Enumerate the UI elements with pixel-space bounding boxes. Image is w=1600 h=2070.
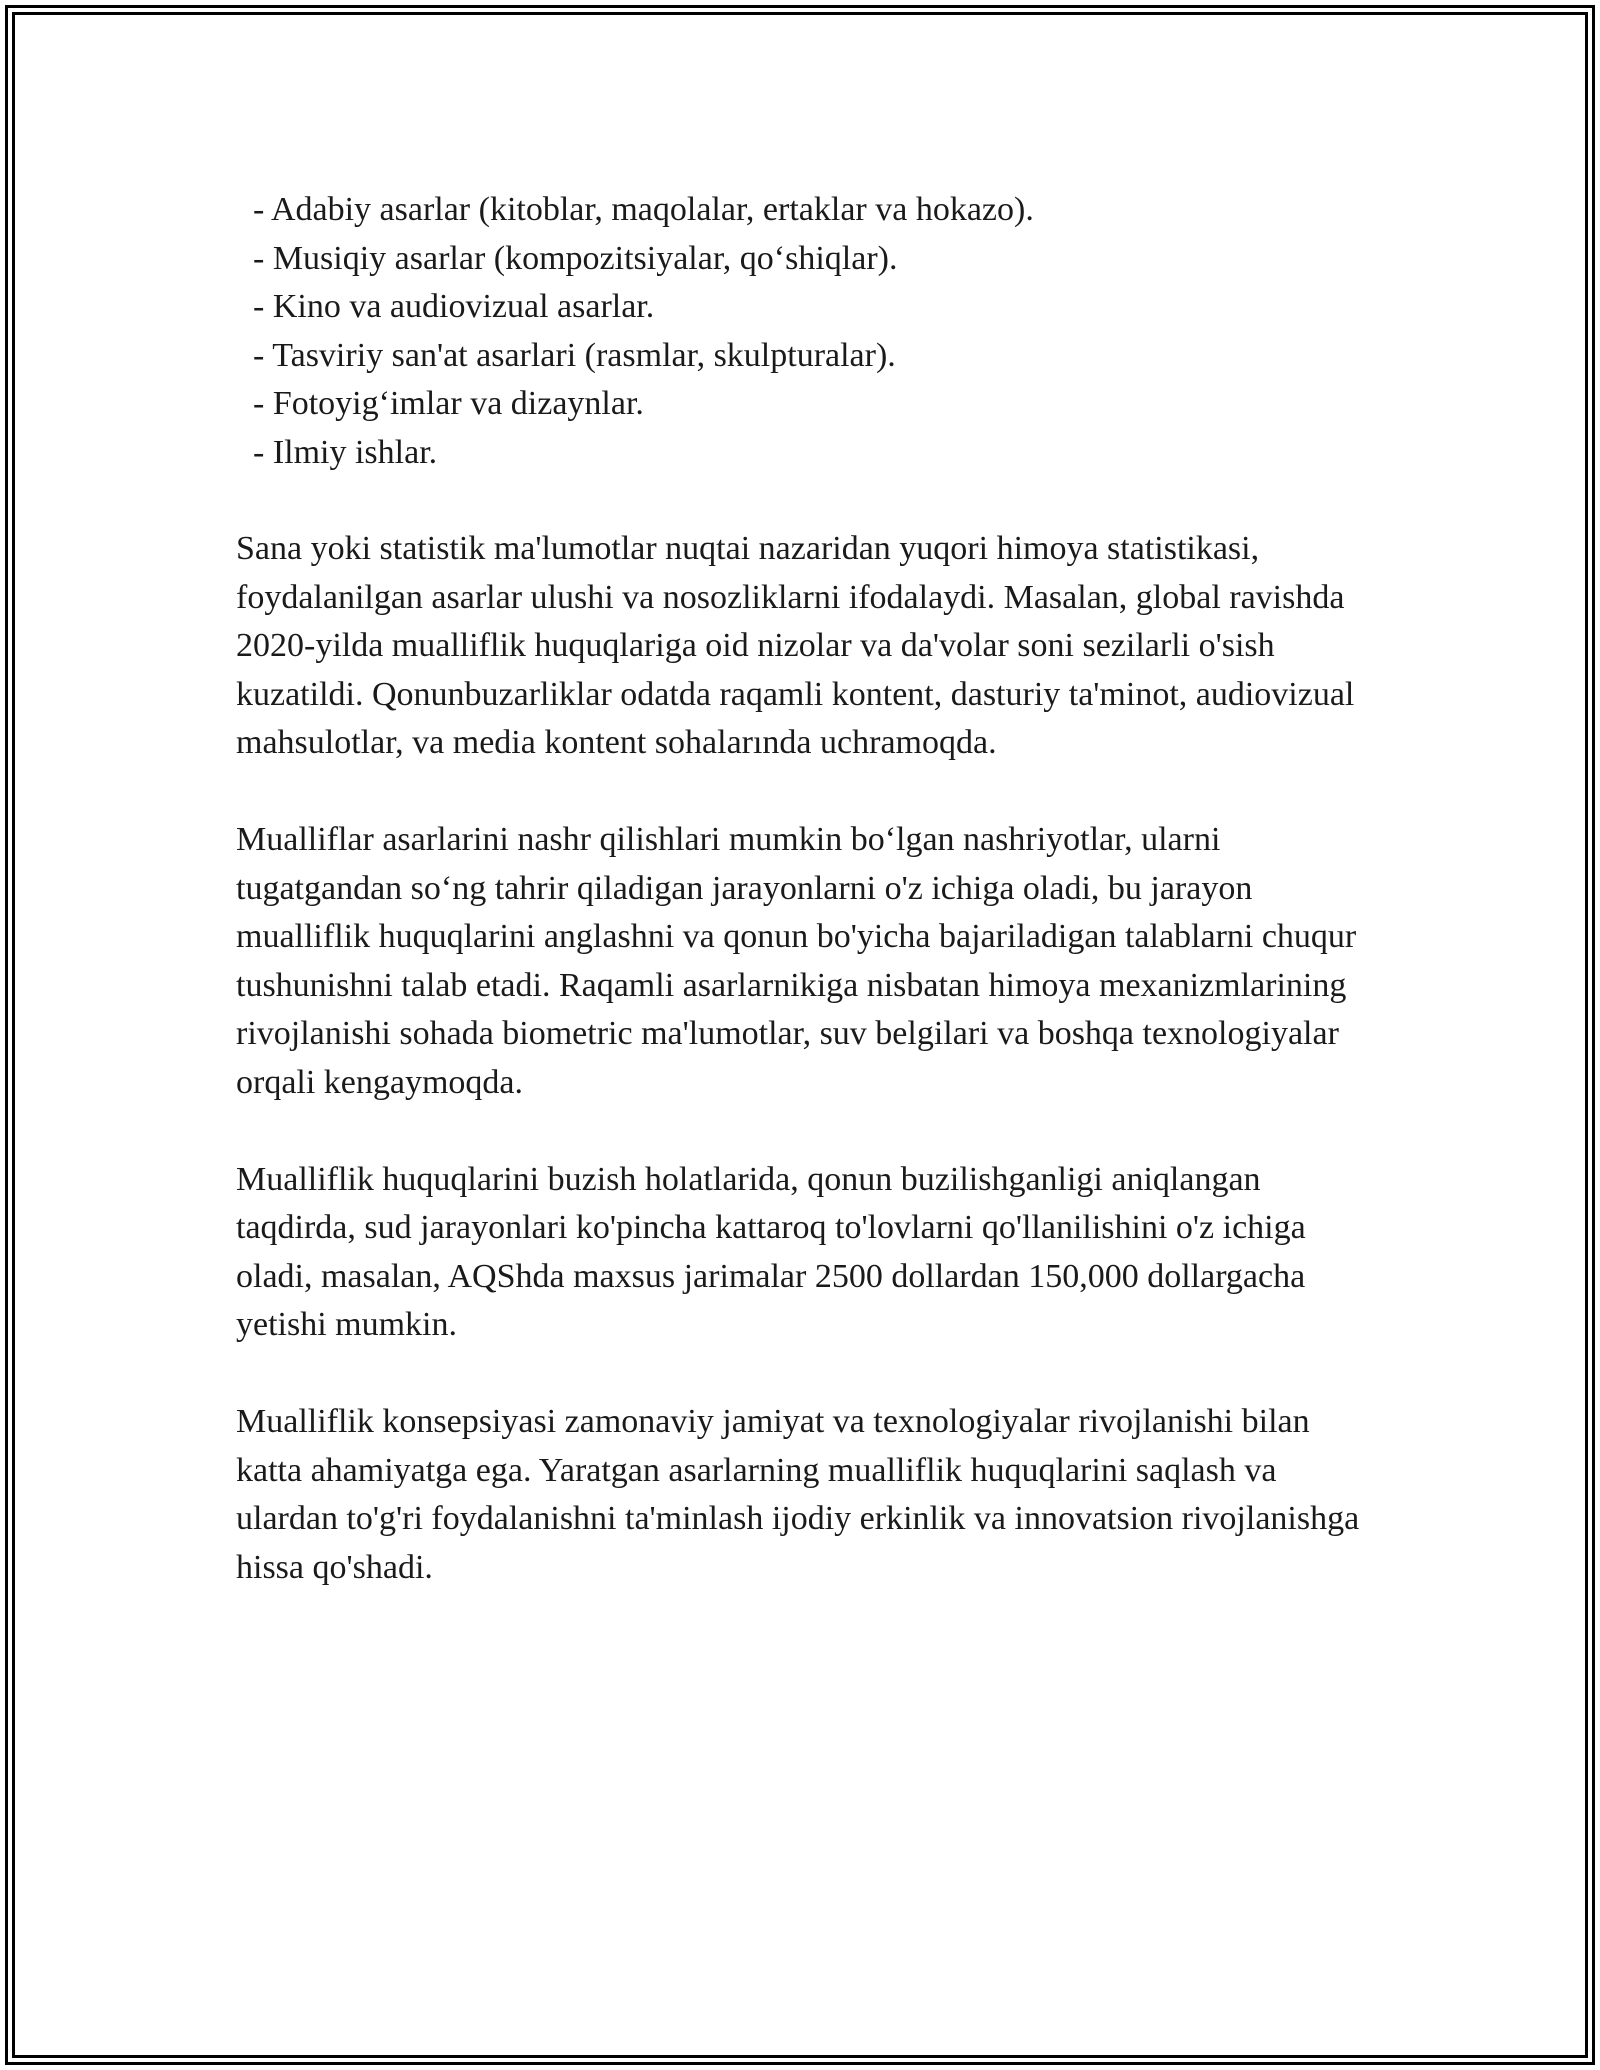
paragraph-publishers: Mualliflar asarlarini nashr qilishlari mumkin bo‘lgan nashriyotlar, ularni tugatgandan so‘ng tahrir qiladigan jarayonlarni o'z ichiga oladi, bu jarayon mualliflik huquqlarini anglashni va qonun bo'yicha bajariladigan talablarni chuqur tushunishni talab etadi. Raqamli asarlarnikiga nisbatan himoya mexanizmlarining rivojlanishi sohada biometric ma'lumotlar, suv belgilari va boshqa texnologiyalar orqali kengaymoqda. xyxy=(236,821,1357,1101)
work-types-list xyxy=(236,186,1366,477)
document-body xyxy=(236,186,1366,1592)
list-item: - Adabiy asarlar (kitoblar, maqolalar, ertaklar va hokazo). xyxy=(253,191,1034,228)
list-item: - Musiqiy asarlar (kompozitsiyalar, qo‘shiqlar). xyxy=(253,239,898,277)
paragraph-infringement: Mualliflik huquqlarini buzish holatlarida, qonun buzilishganligi aniqlangan taqdirda, sud jarayonlari ko'pincha kattaroq to'lovlarni qo'llanilishini o'z ichiga oladi, masalan, AQShda maxsus jarimalar 2500 dollardan 150,000 dollargacha yetishi mumkin. xyxy=(236,1160,1306,1343)
paragraph-statistics: Sana yoki statistik ma'lumotlar nuqtai nazaridan yuqori himoya statistikasi, foydalanilgan asarlar ulushi va nosozliklarni ifodalaydi. Masalan, global ravishda 2020-yilda mualliflik huquqlariga oid nizolar va da'volar soni sezilarli o'sish kuzatildi. Qonunbuzarliklar odatda raqamli kontent, dasturiy ta'minot, audiovizual mahsulotlar, va media kontent sohalarında uchramoqda. xyxy=(236,530,1355,761)
paragraph-conclusion: Mualliflik konsepsiyasi zamonaviy jamiyat va texnologiyalar rivojlanishi bilan katta ahamiyatga ega. Yaratgan asarlarning mualliflik huquqlarini saqlash va ulardan to'g'ri foydalanishni ta'minlash ijodiy erkinlik va innovatsion rivojlanishga hissa qo'shadi. xyxy=(236,1403,1360,1586)
list-item: - Kino va audiovizual asarlar. xyxy=(253,288,655,325)
list-item: - Fotoyig‘imlar va dizaynlar. xyxy=(253,385,644,422)
list-item: - Ilmiy ishlar. xyxy=(253,433,438,471)
list-item: - Tasviriy san'at asarlari (rasmlar, skulpturalar). xyxy=(253,336,896,374)
